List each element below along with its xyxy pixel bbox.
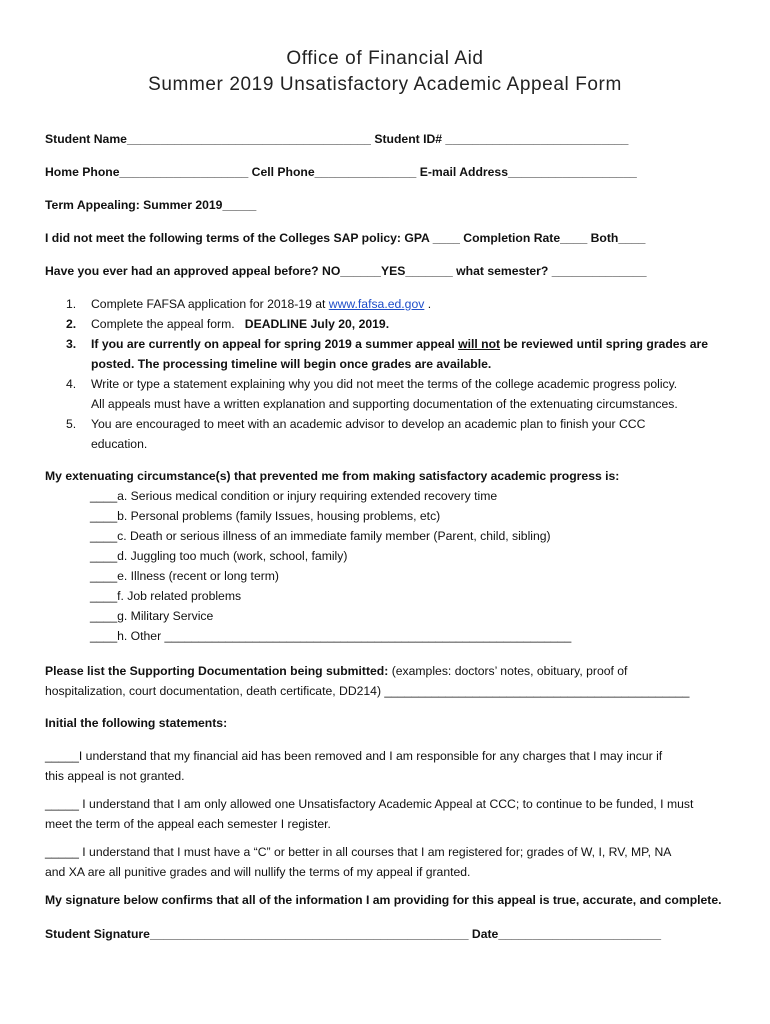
- circumstance-option-d[interactable]: ____d. Juggling too much (work, school, family): [90, 549, 348, 563]
- sap-policy-field[interactable]: I did not meet the following terms of the Colleges SAP policy: GPA ____ Completion Rate____ Both____: [45, 231, 646, 245]
- term-appealing-field[interactable]: Term Appealing: Summer 2019_____: [45, 198, 257, 212]
- step-5-line-2: education.: [91, 437, 148, 451]
- circumstance-option-g[interactable]: ____g. Military Service: [90, 609, 214, 623]
- prior-appeal-field[interactable]: Have you ever had an approved appeal before? NO______YES_______ what semester? ______________: [45, 264, 647, 278]
- initial-statement-1[interactable]: _____I understand that my financial aid has been removed and I am responsible for any charges that I may incur if: [45, 749, 663, 763]
- step-1-end: .: [424, 297, 432, 311]
- student-name-id-field[interactable]: Student Name____________________________________ Student ID# ___________________________: [45, 132, 629, 146]
- circumstance-option-e[interactable]: ____e. Illness (recent or long term): [90, 569, 279, 583]
- circumstance-option-a[interactable]: ____a. Serious medical condition or injury requiring extended recovery time: [90, 489, 498, 503]
- step-3-will-not: will not: [458, 337, 501, 351]
- initial-statement-2-cont: meet the term of the appeal each semester I register.: [45, 817, 331, 831]
- signature-confirmation: My signature below confirms that all of the information I am providing for this appeal is true, accurate, and complete.: [45, 893, 722, 907]
- initial-statement-3-cont: and XA are all punitive grades and will nullify the terms of my appeal if granted.: [45, 865, 471, 879]
- circumstance-option-c[interactable]: ____c. Death or serious illness of an immediate family member (Parent, child, sibling): [90, 529, 551, 543]
- documentation-line-1: [45, 663, 627, 679]
- step-4-line-1: Write or type a statement explaining why you did not meet the terms of the college academic progress policy.: [91, 377, 678, 391]
- circumstance-option-b[interactable]: ____b. Personal problems (family Issues, housing problems, etc): [90, 509, 441, 523]
- step-1: [91, 296, 431, 312]
- step-4-line-2: All appeals must have a written explanation and supporting documentation of the extenuating circumstances.: [91, 397, 678, 411]
- step-2: [91, 316, 389, 332]
- initials-heading: Initial the following statements:: [45, 716, 228, 730]
- form-title: Summer 2019 Unsatisfactory Academic Appeal Form: [148, 74, 622, 95]
- step-5-line-1: You are encouraged to meet with an academic advisor to develop an academic plan to finish your CCC: [91, 417, 646, 431]
- initial-statement-1-cont: this appeal is not granted.: [45, 769, 185, 783]
- step-2-number: 2.: [66, 317, 77, 331]
- circumstance-option-h[interactable]: ____h. Other ____________________________________________________________: [90, 629, 572, 643]
- step-4-number: 4.: [66, 377, 77, 391]
- initial-statement-2[interactable]: _____ I understand that I am only allowed one Unsatisfactory Academic Appeal at CCC; to continue to be funded, I must: [45, 797, 694, 811]
- step-3-text: If you are currently on appeal for spring 2019 a summer appeal: [91, 337, 459, 351]
- documentation-examples: (examples: doctors’ notes, obituary, proof of: [388, 664, 628, 678]
- fafsa-link[interactable]: www.fafsa.ed.gov: [328, 297, 425, 311]
- office-title: Office of Financial Aid: [286, 48, 484, 69]
- documentation-field[interactable]: hospitalization, court documentation, death certificate, DD214) _____________________________________________: [45, 684, 690, 698]
- signature-date-field[interactable]: Student Signature_______________________________________________ Date________________________: [45, 927, 661, 941]
- step-3-line-2: posted. The processing timeline will begin once grades are available.: [91, 357, 492, 371]
- circumstance-option-f[interactable]: ____f. Job related problems: [90, 589, 242, 603]
- initial-statement-3[interactable]: _____ I understand that I must have a “C” or better in all courses that I am registered for; grades of W, I, RV, MP, NA: [45, 845, 672, 859]
- step-2-text: Complete the appeal form.: [91, 317, 235, 331]
- step-5-number: 5.: [66, 417, 77, 431]
- deadline-text: DEADLINE July 20, 2019.: [244, 317, 390, 331]
- step-3-number: 3.: [66, 337, 77, 351]
- circumstances-heading: My extenuating circumstance(s) that prevented me from making satisfactory academic progress is:: [45, 469, 620, 483]
- step-1-text: Complete FAFSA application for 2018-19 at: [91, 297, 329, 311]
- step-3-end: be reviewed until spring grades are: [500, 337, 709, 351]
- documentation-label: Please list the Supporting Documentation being submitted:: [45, 664, 389, 678]
- step-3-line-1: [91, 336, 708, 352]
- step-1-number: 1.: [66, 297, 77, 311]
- phone-email-field[interactable]: Home Phone___________________ Cell Phone_______________ E-mail Address___________________: [45, 165, 637, 179]
